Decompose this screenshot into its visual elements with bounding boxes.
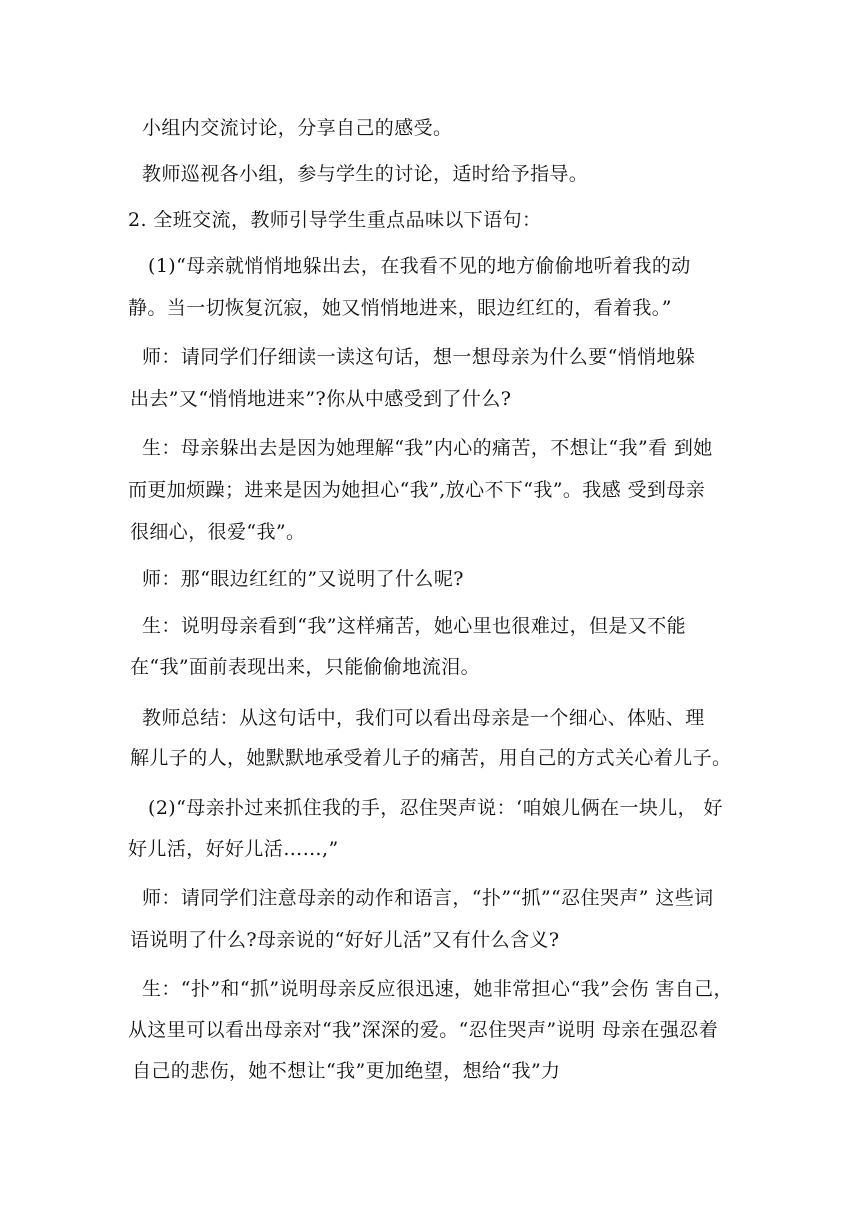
text-line: 从这里可以看出母亲对“我”深深的爱。“忍住哭声”说明 母亲在强忍着 xyxy=(128,1019,719,1041)
text-line: 静。当一切恢复沉寂，她又悄悄地进来，眼边红红的，看着我。” xyxy=(128,297,672,319)
text-line: 而更加烦躁；进来是因为她担心“我”,放心不下“我”。我感 受到母亲 xyxy=(128,479,706,501)
text-line: 2. 全班交流，教师引导学生重点品味以下语句： xyxy=(128,209,542,231)
text-line: 生：“扑”和“抓”说明母亲反应很迅速，她非常担心“我”会伤 害自己， xyxy=(142,978,733,1000)
text-line: 生：说明母亲看到“我”这样痛苦，她心里也很难过，但是又不能 xyxy=(142,615,687,637)
text-line: (1)“母亲就悄悄地躲出去，在我看不见的地方偷偷地听着我的动 xyxy=(148,255,691,277)
text-line: 自己的悲伤，她不想让“我”更加绝望，想给“我”力 xyxy=(132,1060,561,1082)
text-line: 小组内交流讨论，分享自己的感受。 xyxy=(142,117,453,139)
text-line: 语说明了什么?母亲说的“好好儿活”又有什么含义? xyxy=(130,929,560,951)
text-line: (2)“母亲扑过来抓住我的手，忍住哭声说：‘咱娘儿俩在一块儿， 好 xyxy=(148,797,723,819)
text-line: 出去”又“悄悄地进来”?你从中感受到了什么? xyxy=(130,388,512,410)
text-line: 在“我”面前表现出来，只能偷偷地流泪。 xyxy=(130,656,481,678)
text-line: 生：母亲躲出去是因为她理解“我”内心的痛苦，不想让“我”看 到她 xyxy=(142,437,713,459)
text-line: 教师总结：从这句话中，我们可以看出母亲是一个细心、体贴、理 xyxy=(142,707,705,729)
text-line: 师：请同学们仔细读一读这句话，想一想母亲为什么要“悄悄地躲 xyxy=(142,346,696,368)
text-line: 解儿子的人，她默默地承受着儿子的痛苦，用自己的方式关心着儿子。 xyxy=(130,747,732,769)
text-line: 教师巡视各小组，参与学生的讨论，适时给予指导。 xyxy=(142,163,589,185)
text-line: 师：请同学们注意母亲的动作和语言，“扑”“抓”“忍住哭声” 这些词 xyxy=(142,887,714,909)
text-line: 很细心，很爱“我”。 xyxy=(130,521,306,543)
text-line: 好儿活，好好儿活……,” xyxy=(128,838,339,860)
text-line: 师：那“眼边红红的”又说明了什么呢? xyxy=(142,568,464,590)
